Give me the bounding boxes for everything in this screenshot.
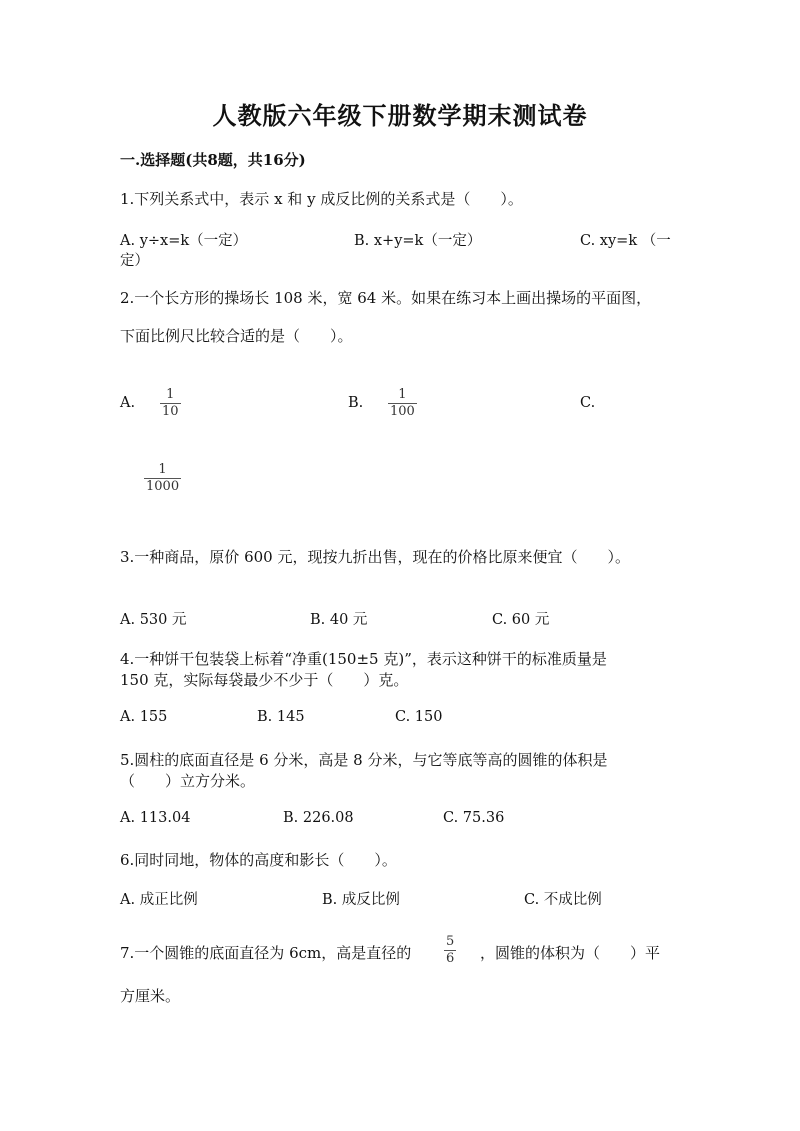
question-5-option-b[interactable]: B. 226.08 [283, 810, 354, 826]
question-3-option-c[interactable]: C. 60 元 [492, 612, 550, 628]
fraction-numerator: 5 [446, 934, 455, 949]
question-2-option-b[interactable]: B. [348, 395, 364, 411]
section-heading: 一.选择题(共8题，共16分) [120, 151, 306, 169]
question-1-stem: 1.下列关系式中，表示 x 和 y 成反比例的关系式是（ ）。 [120, 190, 523, 208]
question-6-stem: 6.同时同地，物体的高度和影长（ ）。 [120, 851, 397, 869]
fraction-numerator: 1 [158, 462, 167, 477]
question-6-option-b[interactable]: B. 成反比例 [322, 892, 400, 908]
question-1-option-a[interactable]: A. y÷x=k（一定） [120, 233, 248, 249]
question-7-stem-part2: ，圆锥的体积为（ ）平 [480, 944, 661, 962]
fraction-denominator: 1000 [146, 479, 180, 494]
fraction-denominator: 6 [446, 951, 455, 966]
question-4-option-a[interactable]: A. 155 [120, 709, 168, 725]
question-7-fraction [444, 935, 456, 966]
question-4-stem-line1: 4.一种饼干包装袋上标着“净重(150±5 克)”，表示这种饼干的标准质量是 [120, 650, 607, 668]
question-5-stem-line2: （ ）立方分米。 [120, 772, 256, 790]
fraction-numerator: 1 [398, 387, 407, 402]
question-5-stem-line1: 5.圆柱的底面直径是 6 分米，高是 8 分米，与它等底等高的圆锥的体积是 [120, 751, 608, 769]
question-4-option-b[interactable]: B. 145 [257, 709, 305, 725]
question-3-option-a[interactable]: A. 530 元 [120, 612, 187, 628]
fraction-numerator: 1 [166, 387, 175, 402]
question-2-option-c-fraction [144, 463, 181, 494]
question-1-option-c-wrap: 定） [120, 253, 149, 269]
question-6-option-c[interactable]: C. 不成比例 [524, 892, 602, 908]
question-5-option-a[interactable]: A. 113.04 [120, 810, 191, 826]
question-2-option-a-fraction [160, 388, 181, 419]
question-3-option-b[interactable]: B. 40 元 [310, 612, 368, 628]
question-5-option-c[interactable]: C. 75.36 [443, 810, 505, 826]
question-6-option-a[interactable]: A. 成正比例 [120, 892, 198, 908]
fraction-denominator: 100 [390, 404, 415, 419]
question-2-option-a[interactable]: A. [120, 395, 136, 411]
question-2-option-b-fraction [388, 388, 417, 419]
page-title: 人教版六年级下册数学期末测试卷 [212, 101, 588, 130]
question-1-option-b[interactable]: B. x+y=k（一定） [354, 233, 482, 249]
question-1-option-c[interactable]: C. xy=k （一 [580, 233, 671, 249]
question-2-stem-line1: 2.一个长方形的操场长 108 米，宽 64 米。如果在练习本上画出操场的平面图， [120, 289, 652, 307]
question-7-stem-line2: 方厘米。 [120, 987, 181, 1005]
question-7-stem-part1: 7.一个圆锥的底面直径为 6cm，高是直径的 [120, 944, 412, 962]
question-3-stem: 3.一种商品，原价 600 元，现按九折出售，现在的价格比原来便宜（ ）。 [120, 548, 630, 566]
question-4-stem-line2: 150 克，实际每袋最少不少于（ ）克。 [120, 671, 409, 689]
question-2-option-c[interactable]: C. [580, 395, 596, 411]
question-4-option-c[interactable]: C. 150 [395, 709, 443, 725]
fraction-denominator: 10 [162, 404, 179, 419]
question-2-stem-line2: 下面比例尺比较合适的是（ ）。 [120, 327, 353, 345]
